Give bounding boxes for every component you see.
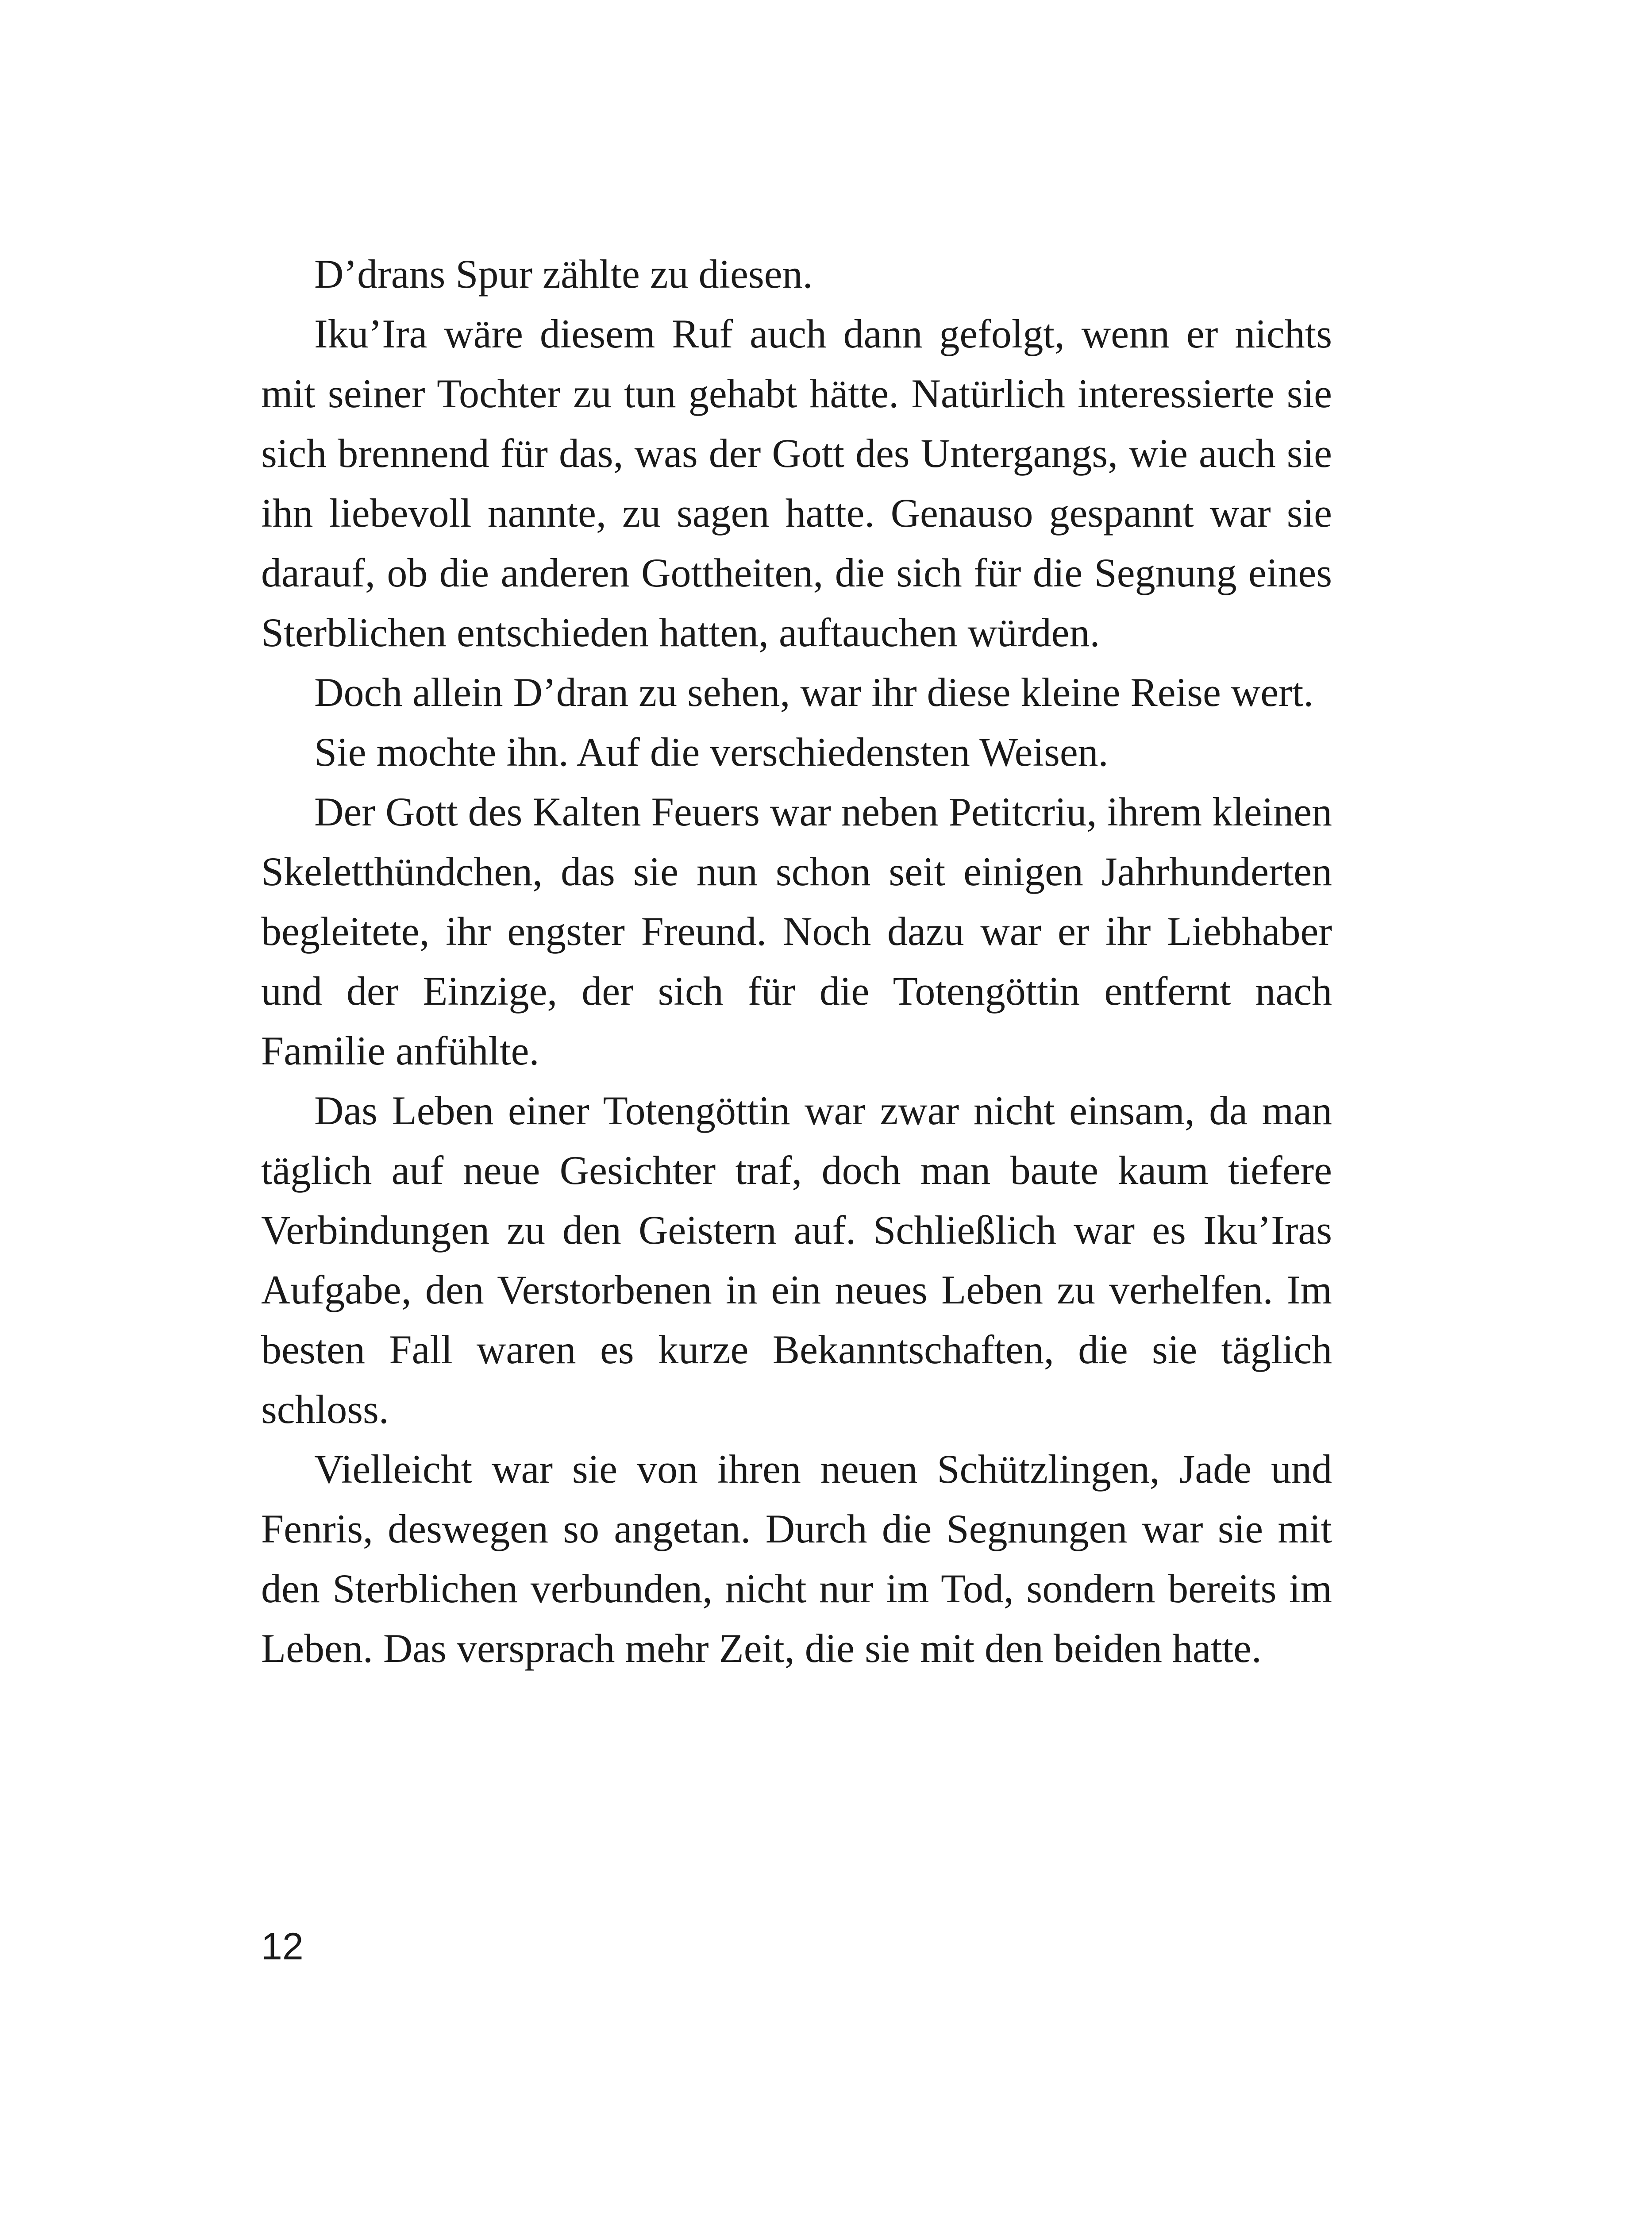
paragraph: Sie mochte ihn. Auf die verschiedensten Weisen. xyxy=(314,729,1109,775)
page-number: 12 xyxy=(261,1925,304,1968)
paragraph: Doch allein D’dran zu sehen, war ihr diese kleine Reise wert. xyxy=(314,670,1314,715)
paragraph: Vielleicht war sie von ihren neuen Schützlingen, Jade und Fenris, deswegen so angetan. Durch die Segnungen war sie mit den Sterblichen verbunden, nicht nur im Tod, sondern bereits im Leben. Das versprach mehr Zeit, die sie mit den beiden hatte. xyxy=(261,1446,1332,1671)
paragraph: Das Leben einer Totengöttin war zwar nicht einsam, da man täglich auf neue Gesichter traf, doch man baute kaum tiefere Verbindungen zu den Geistern auf. Schließlich war es Iku’Iras Aufgabe, den Verstorbenen in ein neues Leben zu verhelfen. Im besten Fall waren es kurze Bekanntschaften, die sie täglich schloss. xyxy=(261,1088,1332,1432)
paragraph: Der Gott des Kalten Feuers war neben Petitcriu, ihrem kleinen Skeletthündchen, das sie nun schon seit einigen Jahrhunderten begleitete, ihr engster Freund. Noch dazu war er ihr Liebhaber und der Einzige, der sich für die Totengöttin entfernt nach Familie anfühlte. xyxy=(261,789,1332,1073)
body-text xyxy=(261,244,1332,1678)
paragraph: D’drans Spur zählte zu diesen. xyxy=(314,251,813,297)
paragraph: Iku’Ira wäre diesem Ruf auch dann gefolgt, wenn er nichts mit seiner Tochter zu tun gehabt hätte. Natürlich interessierte sie sich brennend für das, was der Gott des Untergangs, wie auch sie ihn liebevoll nannte, zu sagen hatte. Genauso gespannt war sie darauf, ob die anderen Gottheiten, die sich für die Segnung eines Sterblichen entschieden hatten, auftauchen würden. xyxy=(261,311,1332,655)
